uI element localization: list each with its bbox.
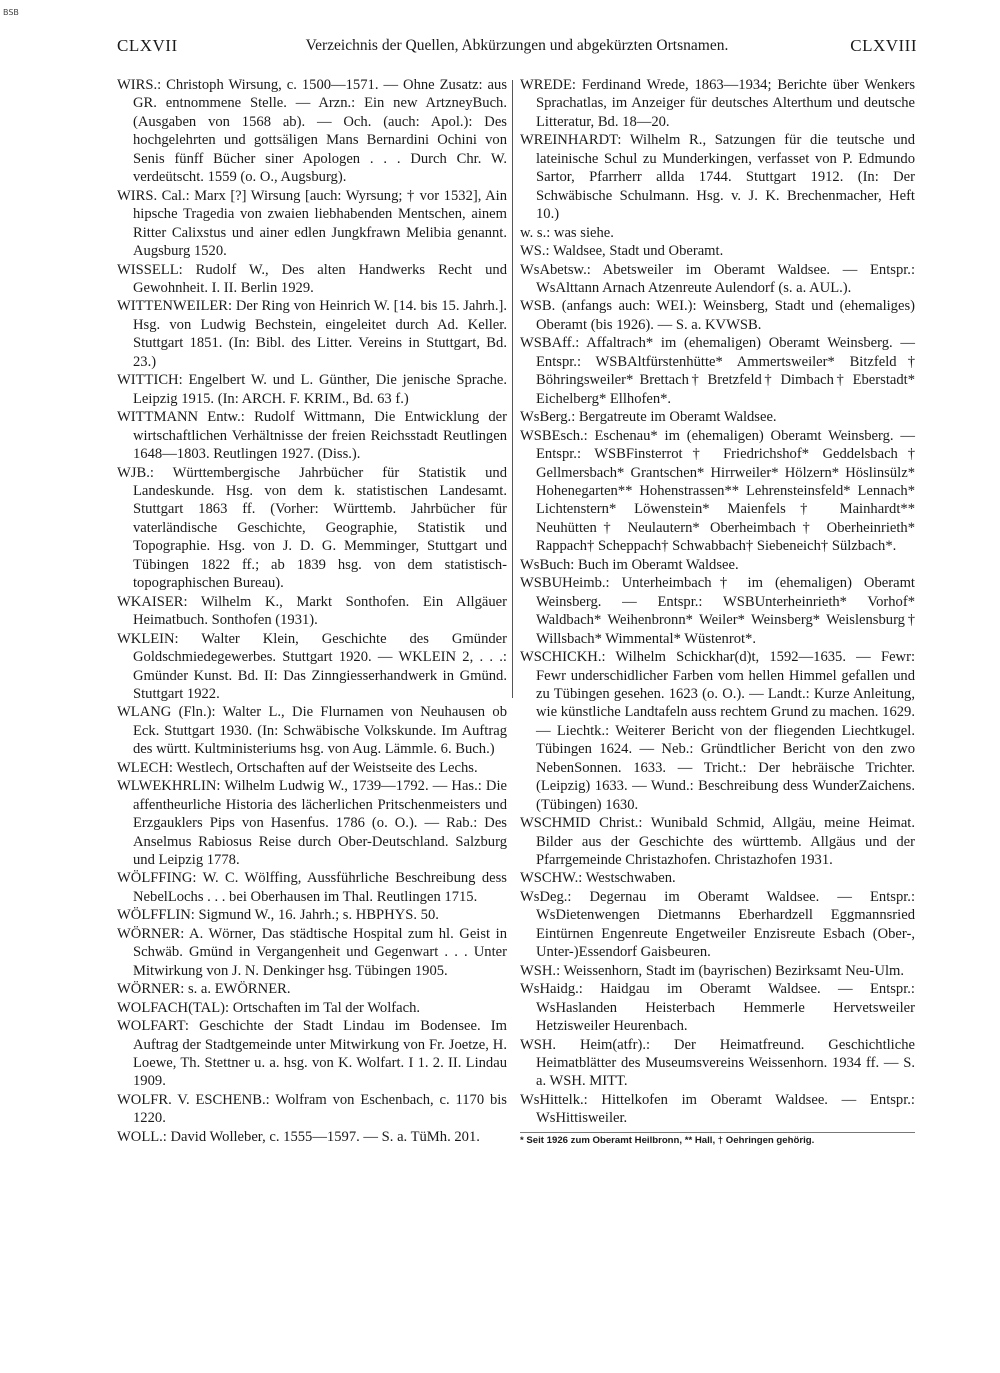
index-entry: WOLFACH(TAL): Ortschaften im Tal der Wolfach.	[117, 999, 421, 1016]
index-entry: WOLL.: David Wolleber, c. 1555—1597. — S. a. TüMh. 201.	[117, 1128, 480, 1145]
library-stamp: BSB	[3, 8, 19, 17]
index-entry: WsDeg.: Degernau im Oberamt Waldsee. — Entspr.: WsDietenwengen Dietmanns Eberhardzell Eggmannsried Eintürnen Engenreute Engetweiler Enzisreute Esbach (Ober-, Unter-)Essendorf Gaisbeuren.	[520, 888, 915, 961]
index-entry: WITTMANN Entw.: Rudolf Wittmann, Die Entwicklung der wirtschaftlichen Verhältnisse der freien Reichsstadt Reutlingen 1648—1803. Reutlingen 1927. (Diss.).	[117, 409, 507, 463]
index-entry: WSCHW.: Westschwaben.	[520, 870, 676, 887]
page-title: Verzeichnis der Quellen, Abkürzungen und abgekürzten Ortsnamen.	[305, 37, 729, 54]
index-entry: w. s.: was siehe.	[520, 224, 614, 241]
index-entry: WS.: Waldsee, Stadt und Oberamt.	[520, 243, 724, 260]
index-entry: WLWEKHRLIN: Wilhelm Ludwig W., 1739—1792. — Has.: Die affentheurliche Historia des lächerlichen Pritschenmeisters und Erzgauklers Pips von Hasenfus. 1786 (o. O.). — Rab.: Des Anselmus Rabiosus Reise durch Ober-Deutschland. Salzburg und Leipzig 1778.	[117, 778, 507, 869]
index-entry: WSBEsch.: Eschenau* im (ehemaligen) Oberamt Weinsberg. — Entspr.: WSBFinsterrot† Friedrichshof* Geddelsbach† Gellmersbach* Grantschen* Hirrweiler* Hölzern* Höslinsülz* Hohenegarten** Hohenstrassen** Lehrensteinsfeld* Lennach* Lichtenstern* Löwenstein* Maienfels† Mainhardt** Neuhütten† Neulautern* Oberheimbach† Oberheinrieth* Rappach† Scheppach† Schwabbach† Siebeneich† Sülzbach*.	[520, 427, 915, 555]
index-entry: WSB. (anfangs auch: WEI.): Weinsberg, Stadt und (ehemaliges) Oberamt (bis 1926). — S. a. KVWSB.	[520, 298, 915, 333]
index-entry: WREDE: Ferdinand Wrede, 1863—1934; Berichte über Wenkers Sprachatlas, im Anzeiger für deutsches Alterthum und deutsche Litteratur, Bd. 18—20.	[520, 77, 915, 130]
index-entry: WÖLFFING: W. C. Wölffing, Aussführliche Beschreibung dess NebelLochs . . . bei Oberhausen im Thal. Reutlingen 1715.	[117, 870, 507, 905]
left-column	[117, 76, 507, 1146]
index-entry: WSH.: Weissenhorn, Stadt im (bayrischen) Bezirksamt Neu-Ulm.	[520, 962, 904, 979]
index-entry: WOLFART: Geschichte der Stadt Lindau im Bodensee. Im Auftrag der Stadtgemeinde unter Mitwirkung von Fr. Joetze, H. Loewe, Th. Stettner u. a. hsg. von K. Wolfart. I 1. 2. II. Lindau 1909.	[117, 1018, 507, 1090]
index-entry: WIRS.: Christoph Wirsung, c. 1500—1571. — Ohne Zusatz: aus GR. entnommene Stelle. — Arzn.: Ein new ArtzneyBuch. (Ausgaben von 1568 ab). — Och. (auch: Apol.): Des hochgelehrten und gottsäligen Mans Bernardini Ochini von Senis fünff Bücher siner Apologen . . . Durch Chr. W. verdeütscht. 1559 (o. O., Augsburg).	[117, 77, 507, 186]
index-entry: WSBAff.: Affaltrach* im (ehemaligen) Oberamt Weinsberg. — Entspr.: WSBAltfürstenhütte* Ammertsweiler* Bitzfeld† Böhringsweiler* Brettach† Bretzfeld† Dimbach† Eberstadt* Eichelberg* Ellhofen*.	[520, 335, 915, 407]
right-column	[520, 76, 915, 1147]
index-entry: WSH. Heim(atfr).: Der Heimatfreund. Geschichtliche Heimatblätter des Museumsvereins Weissenhorn. 1934 ff. — S. a. WSH. MITT.	[520, 1036, 915, 1090]
index-entry: WIRS. Cal.: Marx [?] Wirsung [auch: Wyrsung; † vor 1532], Ain hipsche Tragedia von zwaien liebhabenden Mentschen, ainem Ritter Calixstus und ainer edlen Jungkfrawn Melibia genannt. Augsburg 1520.	[117, 187, 507, 260]
index-entry: WsHaidg.: Haidgau im Oberamt Waldsee. — Entspr.: WsHaslanden Heisterbach Hemmerle Hervetsweiler Hetzisweiler Heurenbach.	[520, 981, 915, 1035]
index-entry: WITTENWEILER: Der Ring von Heinrich W. [14. bis 15. Jahrh.]. Hsg. von Ludwig Bechstein, eingeleitet durch Ad. Keller. Stuttgart 1851. (In: Bibl. des Litter. Vereins in Stuttgart, Bd. 23.)	[117, 298, 507, 370]
footnote: * Seit 1926 zum Oberamt Heilbronn, ** Hall, † Oehringen gehörig.	[520, 1134, 815, 1146]
index-entry: WsBerg.: Bergatreute im Oberamt Waldsee.	[520, 409, 777, 426]
index-entry: WÖRNER: A. Wörner, Das städtische Hospital zum hl. Geist in Schwäb. Gmünd in Vergangenheit und Gegenwart . . . Unter Mitwirkung von J. N. Denkinger hsg. Tübingen 1905.	[117, 925, 507, 979]
index-entry: WSCHICKH.: Wilhelm Schickhar(d)t, 1592—1635. — Fewr: Fewr underschidlicher Farben vom hellen Himmel gefallen und zu Tübingen gesehen. 1623 (o. O.). — Landt.: Kurze Anleitung, wie künstliche Landtafeln auss rechtem Grund zu machen. 1629. — Liechtk.: Weiterer Bericht von der fliegenden Liechtkugel. Tübingen 1624. — Neb.: Gründtlicher Bericht von den zwo NebenSonnen. 1633. — Tricht.: Der hebräische Trichter. (Leipzig) 1633. — Wund.: Beschreibung dess WunderZaichens. (Tübingen) 1630.	[520, 649, 915, 813]
index-entry: WJB.: Württembergische Jahrbücher für Statistik und Landeskunde. Hsg. von dem k. statistischen Landesamt. Stuttgart 1863 ff. (Vorher: Württemb. Jahrbücher für vaterländische Geschichte, Geographie, Statistik und Topographie. Hsg. von J. D. G. Memminger, Stuttgart und Tübingen 1822 ff.; ab 1839 hsg. von dem statistisch-topographischen Bureau).	[117, 464, 507, 592]
index-entry: WITTICH: Engelbert W. und L. Günther, Die jenische Sprache. Leipzig 1915. (In: ARCH. F. KRIM., Bd. 63 f.)	[117, 372, 507, 407]
column-divider	[512, 80, 513, 698]
index-entry: WsHittelk.: Hittelkofen im Oberamt Waldsee. — Entspr.: WsHittisweiler.	[520, 1091, 915, 1127]
index-entry: WSCHMID Christ.: Wunibald Schmid, Allgäu, meine Heimat. Bilder aus der Geschichte des württemb. Allgäus und der Pfarrgemeinde Christazhofen. Christazhofen 1931.	[520, 815, 915, 869]
page-number-right: CLXVIII	[850, 36, 917, 55]
index-entry: WÖLFFLIN: Sigmund W., 16. Jahrh.; s. HBPHYS. 50.	[117, 907, 439, 924]
index-entry: WREINHARDT: Wilhelm R., Satzungen für die teutsche und lateinische Schul zu Munderkingen, verfasset von P. Edmundo Sartor, Pfarrherr allda 1744. Stuttgart 1912. (In: Der Schwäbische Schulmann. Hsg. v. J. K. Brechenmacher, Heft 10.)	[520, 132, 915, 223]
index-entry: WKLEIN: Walter Klein, Geschichte des Gmünder Goldschmiedegewerbes. Stuttgart 1920. — WKLEIN 2, . . .: Gmünder Kunst. Bd. II: Das Zinngiesserhandwerk in Gmünd. Stuttgart 1922.	[117, 630, 507, 702]
index-entry: WÖRNER: s. a. EWÖRNER.	[117, 981, 291, 998]
index-entry: WsAbetsw.: Abetsweiler im Oberamt Waldsee. — Entspr.: WsAlttann Arnach Atzenreute Aulendorf (s. a. AUL.).	[520, 261, 915, 296]
index-entry: WLANG (Fln.): Walter L., Die Flurnamen von Neuhausen ob Eck. Stuttgart 1930. (In: Schwäbische Volkskunde. Im Auftrag des württ. Kultministeriums hsg. von Aug. Lämmle. 6. Buch.)	[117, 704, 507, 758]
index-entry: WsBuch: Buch im Oberamt Waldsee.	[520, 556, 739, 573]
index-entry: WSBUHeimb.: Unterheimbach† im (ehemaligen) Oberamt Weinsberg. — Entspr.: WSBUnterheinrieth* Vorhof* Waldbach* Weihenbronn* Weiler* Weinsberg* Weislensburg† Willsbach* Wimmental* Wüstenrot*.	[520, 575, 915, 647]
page-header	[117, 36, 917, 60]
footnote-rule	[520, 1132, 915, 1133]
index-entry: WLECH: Westlech, Ortschaften auf der Weistseite des Lechs.	[117, 759, 478, 776]
index-entry: WKAISER: Wilhelm K., Markt Sonthofen. Ein Allgäuer Heimatbuch. Sonthofen (1931).	[117, 593, 507, 629]
index-entry: WISSELL: Rudolf W., Des alten Handwerks Recht und Gewohnheit. I. II. Berlin 1929.	[117, 261, 507, 296]
page-number-left: CLXVII	[117, 36, 178, 55]
index-entry: WOLFR. V. ESCHENB.: Wolfram von Eschenbach, c. 1170 bis 1220.	[117, 1091, 507, 1127]
